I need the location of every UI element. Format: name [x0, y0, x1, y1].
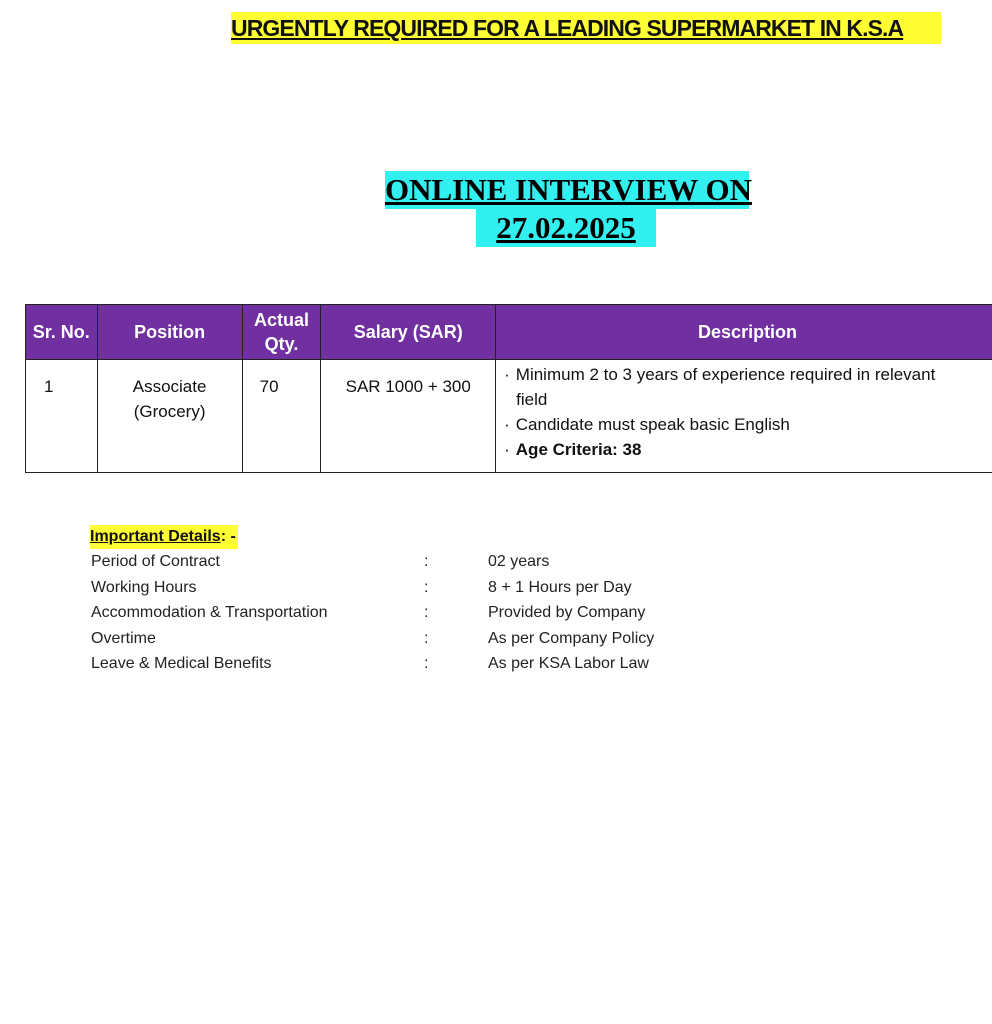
interview-title-line1: ONLINE INTERVIEW ON	[385, 172, 752, 207]
header-actual-qty: Actual Qty.	[242, 305, 321, 360]
cell-description	[496, 360, 992, 473]
bullet-dot: ·	[504, 415, 510, 434]
detail-label: Accommodation & Transportation	[91, 604, 328, 621]
table-row	[26, 360, 992, 473]
detail-value: Provided by Company	[488, 604, 646, 621]
page-headline: URGENTLY REQUIRED FOR A LEADING SUPERMARKET IN K.S.A	[231, 12, 941, 44]
desc-experience-text: Minimum 2 to 3 years of experience required in relevant	[515, 365, 936, 384]
detail-colon: :	[424, 604, 429, 621]
detail-label: Period of Contract	[91, 553, 220, 570]
detail-row-contract	[91, 549, 791, 574]
important-details-heading	[90, 525, 238, 549]
detail-value: 8 + 1 Hours per Day	[488, 579, 632, 596]
cell-sr-no: 1	[26, 360, 98, 473]
detail-value: As per KSA Labor Law	[488, 655, 649, 672]
detail-row-leave	[91, 651, 791, 676]
detail-row-accommodation	[91, 600, 791, 625]
detail-colon: :	[424, 553, 429, 570]
desc-age	[504, 437, 992, 462]
detail-label: Overtime	[91, 630, 156, 647]
header-position: Position	[97, 305, 242, 360]
detail-row-hours	[91, 575, 791, 600]
detail-colon: :	[424, 630, 429, 647]
detail-value: As per Company Policy	[488, 630, 655, 647]
interview-date: 27.02.2025	[476, 209, 656, 247]
cell-salary: SAR 1000 + 300	[321, 360, 496, 473]
header-description: Description	[496, 305, 992, 360]
detail-row-overtime	[91, 626, 791, 651]
desc-age-text: Age Criteria: 38	[515, 440, 642, 459]
desc-english-text: Candidate must speak basic English	[515, 415, 790, 434]
detail-label: Working Hours	[91, 579, 197, 596]
header-salary: Salary (SAR)	[321, 305, 496, 360]
detail-label: Leave & Medical Benefits	[91, 655, 272, 672]
desc-experience-cont: field	[516, 390, 548, 409]
cell-position: Associate (Grocery)	[97, 360, 242, 473]
desc-english	[504, 412, 992, 437]
header-sr-no: Sr. No.	[26, 305, 98, 360]
desc-experience	[504, 362, 992, 412]
detail-colon: :	[424, 579, 429, 596]
bullet-dot: ·	[504, 440, 510, 459]
important-details-label: Important Details	[90, 528, 221, 545]
important-details-suffix: : -	[220, 528, 236, 545]
detail-colon: :	[424, 655, 429, 672]
bullet-dot: ·	[504, 365, 510, 384]
cell-qty: 70	[242, 360, 321, 473]
detail-value: 02 years	[488, 553, 550, 570]
job-table	[25, 304, 992, 473]
table-header-row	[26, 305, 992, 360]
